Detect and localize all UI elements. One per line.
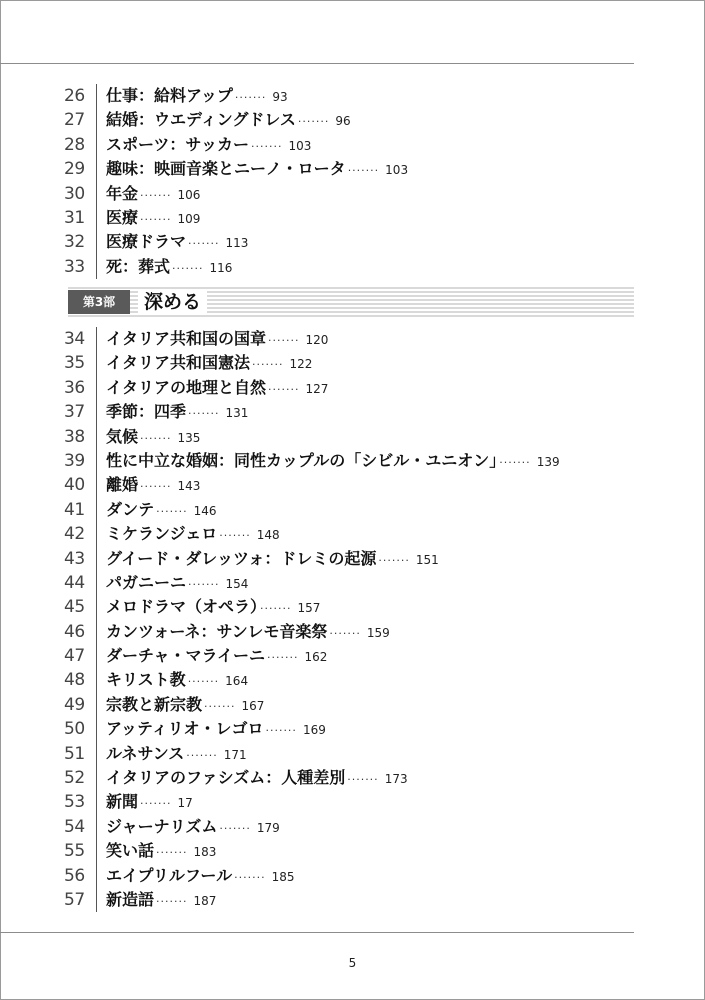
toc-entry	[0, 742, 640, 766]
entry-number: 46	[64, 621, 85, 642]
entry-divider	[96, 376, 97, 400]
entry-page: 135	[177, 430, 201, 445]
entry-title: アッティリオ・レゴロ	[106, 719, 264, 739]
entry-divider	[96, 182, 97, 206]
toc-list-part-2	[0, 84, 640, 279]
toc-entry	[0, 255, 640, 279]
entry-title: ダーチャ・マライーニ	[106, 646, 266, 666]
entry-title: ジャーナリズム	[106, 816, 218, 836]
entry-leader-dots: ·······	[188, 577, 220, 591]
entry-divider	[96, 157, 97, 181]
entry-title: エイプリルフール	[106, 865, 233, 885]
entry-number: 34	[64, 329, 85, 349]
toc-entry	[0, 595, 640, 619]
entry-text	[106, 839, 216, 865]
entry-leader-dots: ·······	[140, 431, 172, 445]
entry-leader-dots: ·······	[347, 773, 379, 787]
entry-number: 40	[64, 475, 85, 496]
entry-title: 年金	[106, 183, 139, 203]
entry-leader-dots: ·······	[219, 821, 251, 835]
toc-entry	[0, 182, 640, 206]
entry-title: スポーツ：サッカー	[106, 134, 250, 154]
entry-page: 116	[209, 260, 233, 275]
entry-text	[106, 84, 288, 110]
entry-page: 157	[297, 601, 321, 616]
entry-leader-dots: ·······	[297, 115, 330, 129]
entry-divider	[96, 815, 97, 839]
entry-number: 47	[64, 646, 85, 667]
part-title-box	[138, 290, 207, 314]
entry-title: イタリアのファシズム：人種差別	[106, 768, 346, 788]
entry-number: 42	[64, 524, 85, 545]
entry-text	[106, 473, 200, 499]
entry-leader-dots: ·······	[140, 188, 172, 202]
entry-number: 28	[64, 134, 85, 155]
entry-page: 17	[177, 796, 193, 811]
entry-title: カンツォーネ：サンレモ音楽祭	[106, 621, 328, 641]
toc-entry	[0, 522, 640, 546]
entry-title: キリスト教	[106, 670, 186, 690]
bottom-rule	[0, 932, 634, 933]
entry-number: 50	[64, 719, 85, 740]
entry-divider	[96, 766, 97, 790]
entry-title: 新聞	[106, 792, 139, 812]
entry-title: ルネサンス	[106, 743, 185, 763]
entry-title: ミケランジェロ	[106, 524, 218, 544]
entry-number: 52	[64, 768, 85, 789]
entry-text	[106, 425, 200, 451]
entry-text	[106, 620, 390, 646]
entry-number: 35	[64, 353, 85, 374]
toc-entry	[0, 133, 640, 157]
entry-leader-dots: ·······	[140, 797, 172, 811]
entry-page: 103	[385, 163, 409, 178]
entry-page: 131	[225, 406, 249, 421]
toc-entry	[0, 376, 640, 400]
entry-leader-dots: ·······	[156, 846, 188, 860]
entry-divider	[96, 133, 97, 157]
entry-leader-dots: ·······	[252, 358, 284, 372]
entry-leader-dots: ·······	[329, 626, 361, 640]
entry-number: 27	[64, 110, 85, 131]
entry-divider	[96, 644, 97, 668]
toc-entry	[0, 668, 640, 692]
entry-text	[106, 255, 232, 281]
entry-page: 148	[256, 528, 280, 543]
entry-leader-dots: ·······	[251, 139, 283, 153]
entry-leader-dots: ·······	[219, 529, 251, 543]
entry-text	[106, 133, 311, 159]
part-badge: 第3部	[68, 290, 130, 314]
entry-page: 93	[272, 90, 288, 104]
entry-page: 139	[536, 454, 560, 469]
entry-page: 164	[225, 674, 249, 689]
entry-text	[106, 815, 280, 841]
entry-divider	[96, 522, 97, 546]
entry-leader-dots: ·······	[268, 334, 300, 347]
entry-text	[106, 717, 326, 743]
toc-entry	[0, 108, 640, 132]
entry-leader-dots: ·······	[234, 91, 267, 104]
entry-page: 113	[225, 236, 249, 251]
entry-title: 結婚：ウエディングドレス	[106, 110, 296, 130]
toc-entry	[0, 717, 640, 741]
entry-divider	[96, 351, 97, 375]
toc-entry	[0, 766, 640, 790]
entry-divider	[96, 571, 97, 595]
entry-title: 医療ドラマ	[106, 232, 187, 252]
entry-number: 39	[64, 450, 85, 471]
entry-text	[106, 351, 312, 377]
entry-number: 32	[64, 232, 85, 253]
entry-leader-dots: ·······	[260, 602, 292, 616]
entry-title: パガニーニ	[106, 572, 187, 592]
entry-number: 48	[64, 670, 85, 691]
entry-divider	[96, 498, 97, 522]
entry-leader-dots: ·······	[499, 455, 531, 469]
toc-entry	[0, 571, 640, 595]
entry-page: 185	[271, 869, 295, 884]
entry-leader-dots: ·······	[156, 504, 188, 518]
entry-divider	[96, 595, 97, 619]
entry-divider	[96, 668, 97, 692]
entry-text	[106, 522, 280, 548]
toc-entry	[0, 351, 640, 375]
toc-entry	[0, 815, 640, 839]
entry-title: グイード・ダレッツォ：ドレミの起源	[106, 548, 377, 568]
entry-text	[106, 547, 439, 573]
entry-title: イタリア共和国憲法	[106, 353, 251, 373]
entry-title: ダンテ	[106, 499, 155, 519]
entry-text	[106, 595, 320, 621]
top-rule	[0, 63, 634, 64]
entry-page: 127	[305, 381, 329, 396]
entry-text	[106, 766, 408, 792]
toc-entry	[0, 157, 640, 181]
entry-number: 33	[64, 256, 85, 277]
toc-entry	[0, 206, 640, 230]
entry-number: 55	[64, 841, 85, 862]
toc-entry	[0, 693, 640, 717]
entry-number: 30	[64, 183, 85, 204]
entry-page: 167	[241, 698, 265, 713]
toc-entry	[0, 888, 640, 912]
entry-divider	[96, 108, 97, 132]
entry-divider	[96, 620, 97, 644]
entry-page: 154	[225, 576, 249, 591]
part-title: 深める	[144, 291, 202, 313]
entry-divider	[96, 230, 97, 254]
entry-number: 36	[64, 377, 85, 398]
entry-number: 44	[64, 572, 85, 593]
entry-leader-dots: ·······	[188, 407, 220, 421]
toc-entry	[0, 864, 640, 888]
entry-text	[106, 108, 351, 134]
entry-number: 53	[64, 792, 85, 813]
entry-leader-dots: ·······	[204, 699, 236, 713]
entry-number: 57	[64, 889, 85, 910]
entry-text	[106, 157, 408, 183]
part-header	[68, 287, 634, 317]
entry-page: 143	[177, 479, 201, 494]
entry-divider	[96, 547, 97, 571]
entry-leader-dots: ·······	[140, 480, 172, 494]
toc-entry	[0, 327, 640, 351]
entry-title: 死：葬式	[106, 256, 171, 276]
entry-page: 109	[177, 211, 201, 226]
entry-leader-dots: ·······	[188, 237, 220, 251]
entry-page: 151	[415, 552, 439, 567]
entry-leader-dots: ·······	[268, 382, 300, 396]
entry-title: 気候	[106, 426, 139, 446]
entry-divider	[96, 717, 97, 741]
entry-text	[106, 864, 294, 890]
entry-number: 38	[64, 426, 85, 447]
entry-text	[106, 693, 264, 719]
entry-number: 49	[64, 694, 85, 715]
entry-leader-dots: ·······	[378, 553, 410, 567]
toc-entry	[0, 498, 640, 522]
entry-text	[106, 449, 560, 475]
entry-page: 187	[193, 893, 217, 908]
entry-page: 171	[223, 747, 247, 762]
entry-divider	[96, 888, 97, 912]
entry-leader-dots: ·······	[140, 212, 172, 226]
entry-page: 159	[366, 625, 390, 640]
toc-entry	[0, 620, 640, 644]
entry-number: 31	[64, 207, 85, 228]
entry-divider	[96, 449, 97, 473]
entry-number: 26	[64, 86, 85, 106]
entry-page: 103	[288, 138, 312, 153]
entry-number: 56	[64, 865, 85, 886]
entry-text	[106, 230, 248, 256]
entry-page: 169	[302, 723, 326, 738]
entry-divider	[96, 84, 97, 108]
entry-page: 106	[177, 187, 201, 202]
entry-page: 120	[305, 333, 329, 347]
entry-number: 43	[64, 548, 85, 569]
entry-leader-dots: ·······	[265, 724, 297, 738]
entry-text	[106, 400, 248, 426]
toc-entry	[0, 473, 640, 497]
page-number: 5	[348, 956, 357, 970]
entry-divider	[96, 400, 97, 424]
entry-leader-dots: ·······	[187, 675, 220, 689]
entry-text	[106, 668, 248, 694]
entry-title: 性に中立な婚姻：同性カップルの「シビル・ユニオン」	[106, 450, 498, 470]
entry-number: 45	[64, 597, 85, 618]
toc-list-part-3	[0, 327, 640, 912]
entry-page: 162	[304, 650, 328, 665]
entry-leader-dots: ·······	[156, 894, 188, 908]
entry-text	[106, 644, 327, 670]
entry-title: 医療	[106, 207, 139, 227]
toc-entry	[0, 425, 640, 449]
entry-text	[106, 376, 328, 402]
entry-page: 146	[193, 503, 217, 518]
entry-divider	[96, 327, 97, 351]
entry-text	[106, 790, 193, 816]
entry-text	[106, 182, 200, 208]
entry-leader-dots: ·······	[234, 870, 266, 884]
entry-number: 37	[64, 402, 85, 423]
entry-leader-dots: ·······	[172, 261, 204, 275]
entry-page: 183	[193, 845, 217, 860]
entry-text	[106, 571, 248, 597]
toc-entry	[0, 449, 640, 473]
entry-divider	[96, 864, 97, 888]
entry-divider	[96, 839, 97, 863]
entry-leader-dots: ·······	[186, 748, 218, 762]
entry-text	[106, 742, 247, 768]
entry-title: 季節：四季	[106, 402, 187, 422]
entry-divider	[96, 255, 97, 279]
toc-entry	[0, 790, 640, 814]
entry-divider	[96, 473, 97, 497]
entry-text	[106, 888, 216, 914]
toc-entry	[0, 230, 640, 254]
entry-page: 96	[335, 114, 351, 129]
entry-number: 29	[64, 159, 85, 180]
toc-entry	[0, 400, 640, 424]
entry-divider	[96, 790, 97, 814]
entry-divider	[96, 206, 97, 230]
entry-title: 笑い話	[106, 841, 155, 861]
entry-title: 仕事：給料アップ	[106, 86, 233, 105]
entry-leader-dots: ·······	[267, 651, 299, 665]
toc-entry	[0, 547, 640, 571]
entry-number: 41	[64, 499, 85, 520]
entry-title: メロドラマ（オペラ）	[106, 597, 259, 617]
entry-title: 宗教と新宗教	[106, 694, 203, 714]
toc-entry	[0, 644, 640, 668]
entry-title: イタリアの地理と自然	[106, 377, 267, 397]
entry-title: 新造語	[106, 889, 155, 909]
entry-text	[106, 206, 200, 232]
entry-title: 離婚	[106, 475, 139, 495]
entry-text	[106, 498, 217, 524]
entry-title: 趣味：映画音楽とニーノ・ロータ	[106, 159, 346, 179]
entry-leader-dots: ·······	[347, 164, 380, 178]
entry-title: イタリア共和国の国章	[106, 329, 267, 348]
toc-entry	[0, 84, 640, 108]
entry-page: 173	[384, 772, 408, 787]
entry-divider	[96, 425, 97, 449]
entry-page: 179	[256, 820, 280, 835]
entry-number: 54	[64, 816, 85, 837]
entry-divider	[96, 742, 97, 766]
entry-text	[106, 327, 328, 353]
entry-page: 122	[289, 357, 313, 372]
toc-entry	[0, 839, 640, 863]
entry-divider	[96, 693, 97, 717]
entry-number: 51	[64, 743, 85, 764]
